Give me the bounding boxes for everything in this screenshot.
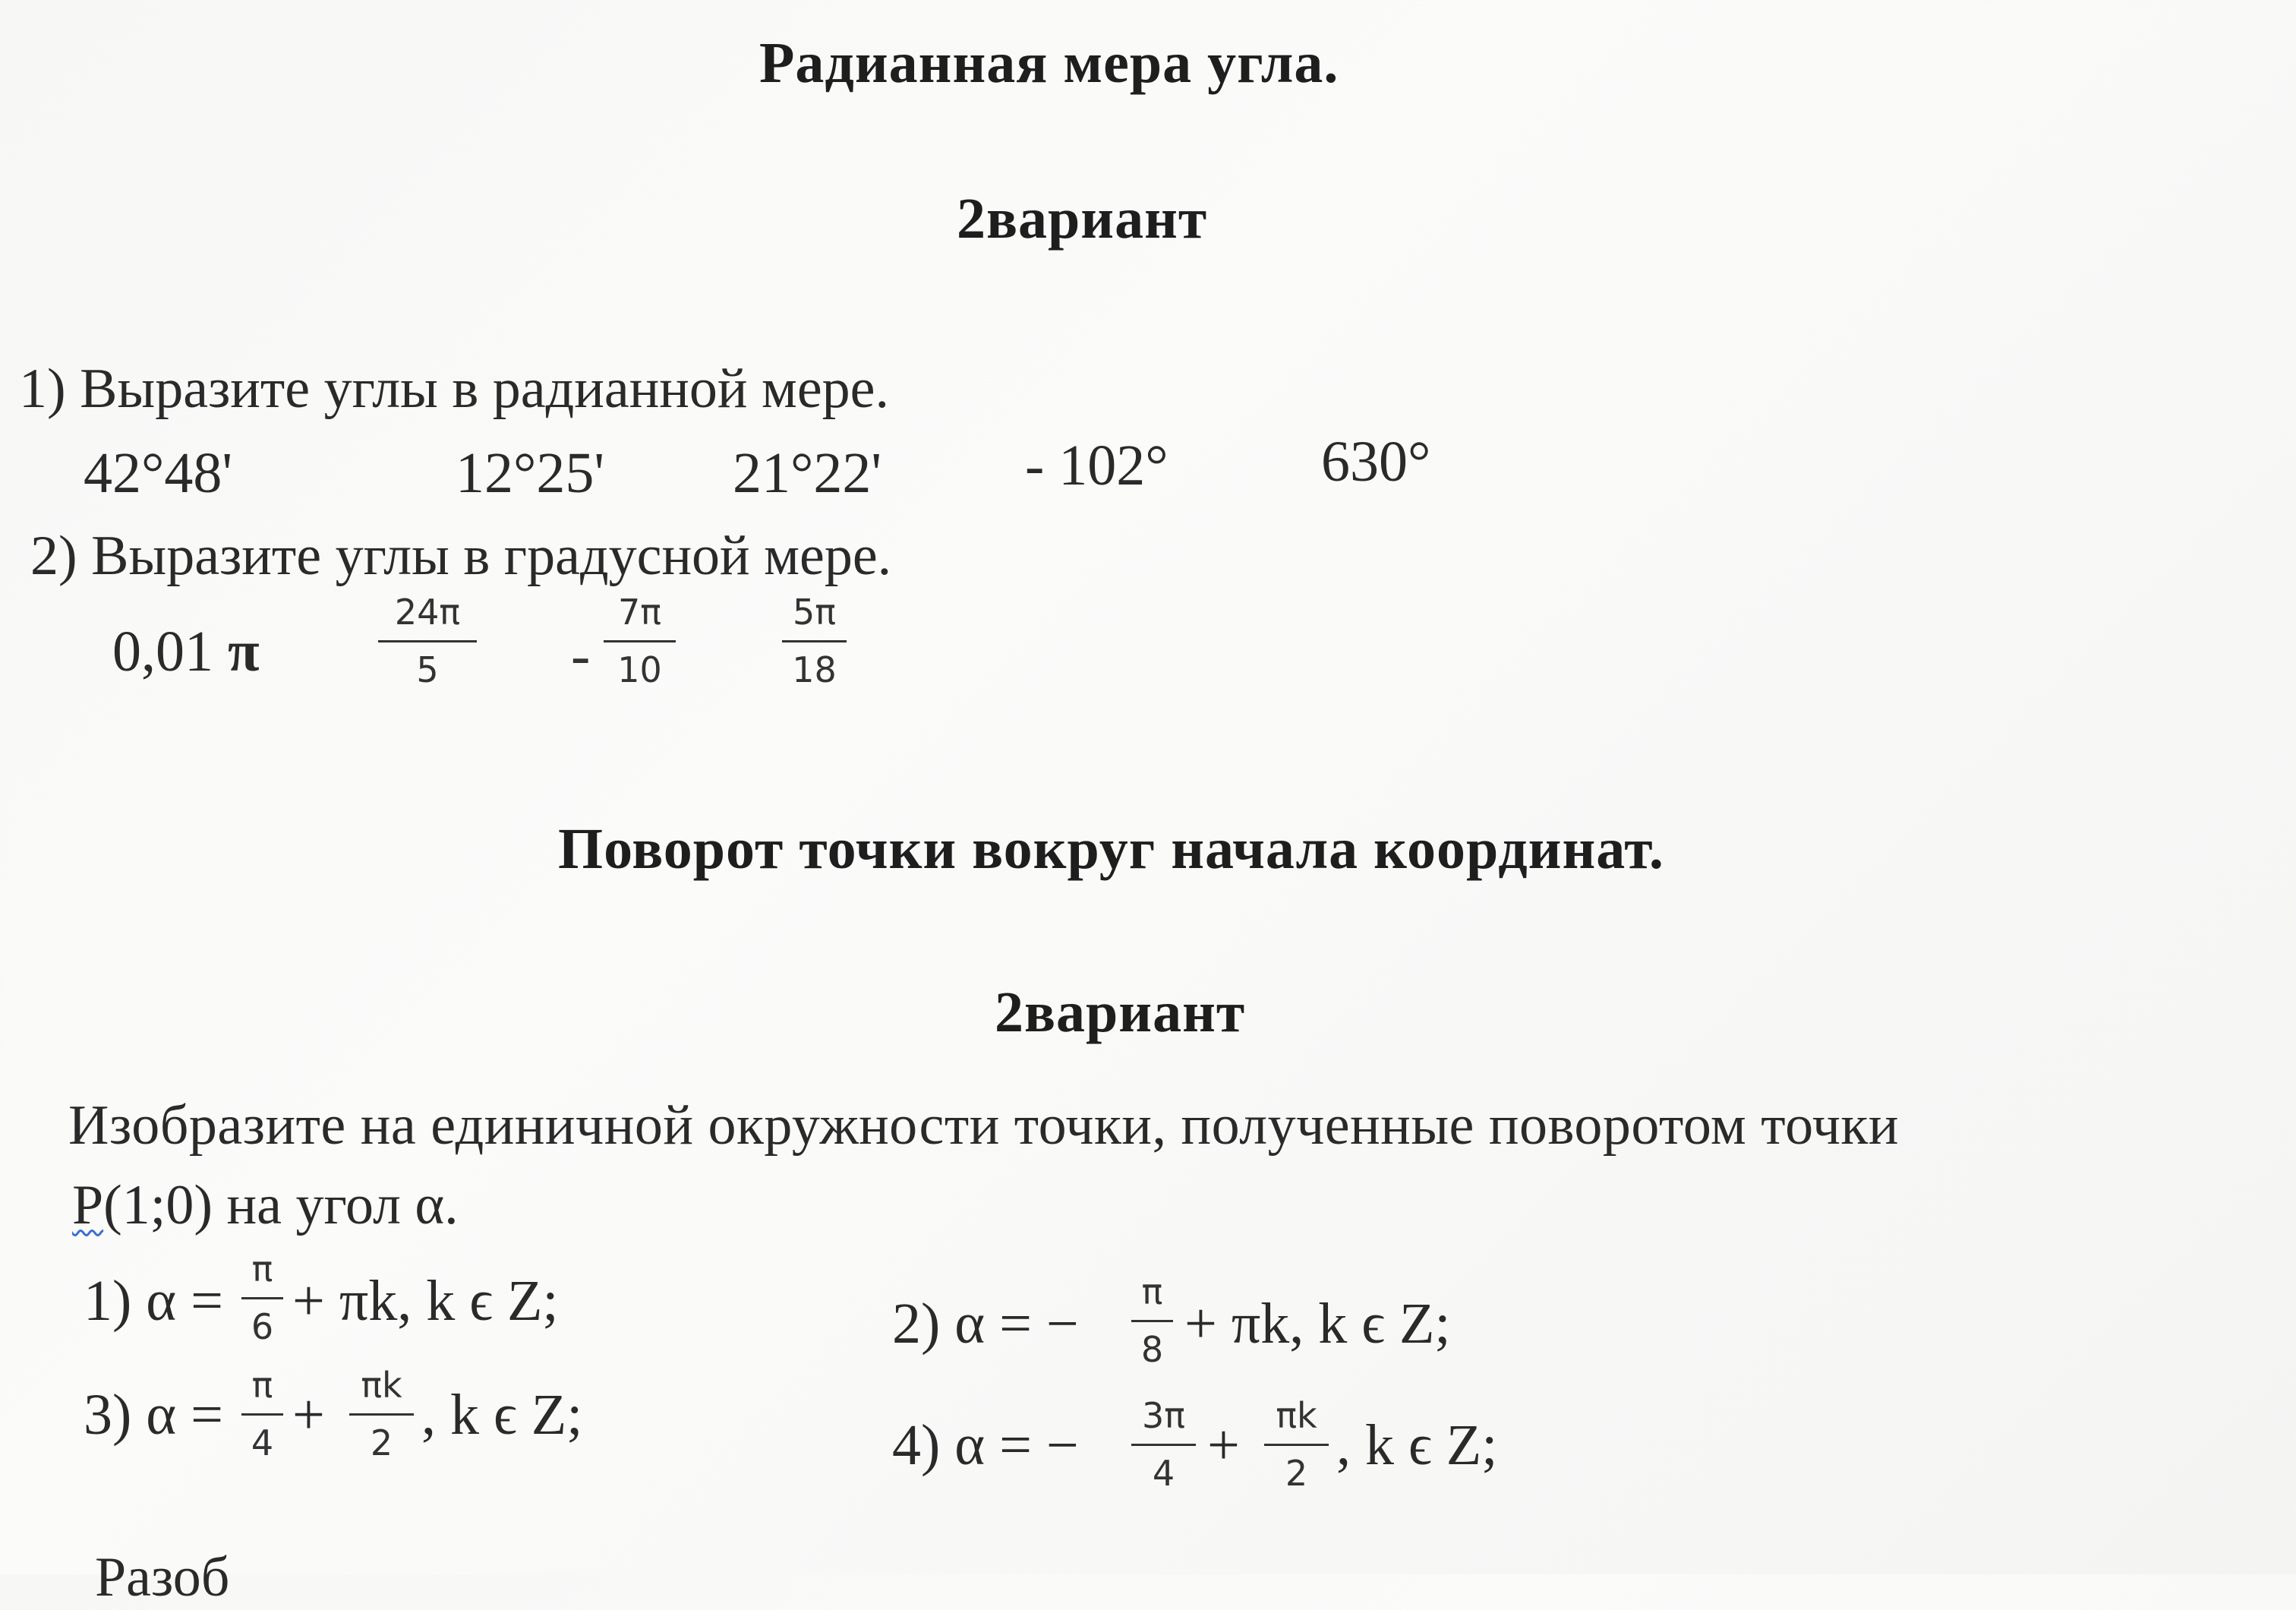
pi-symbol: π <box>228 620 260 683</box>
radian-value-1 <box>112 619 260 685</box>
cutoff-text: Разоб <box>95 1546 230 1608</box>
fraction-bar <box>1131 1320 1173 1322</box>
fraction-numerator: πk <box>361 1365 402 1406</box>
angle-value-5: 630° <box>1321 430 1431 494</box>
fraction-denominator: 8 <box>1140 1328 1164 1370</box>
task2-label: 2) Выразите углы в градусной мере. <box>30 525 892 587</box>
formula-2-rest: + πk, k ϵ Z; <box>1184 1292 1451 1356</box>
minus-sign: - <box>571 623 591 687</box>
fraction-denominator: 4 <box>1152 1452 1175 1494</box>
fraction-numerator: 3π <box>1142 1395 1185 1436</box>
section1-title: Радианная мера угла. <box>759 31 1339 95</box>
fraction-numerator: 7π <box>618 592 661 633</box>
fraction-bar <box>241 1413 283 1416</box>
fraction-numerator: πk <box>1276 1395 1317 1436</box>
formula-3-fraction-1 <box>241 1365 283 1463</box>
fraction-numerator: π <box>251 1249 273 1290</box>
section2-variant: 2вариант <box>995 980 1246 1044</box>
section1-variant: 2вариант <box>957 187 1208 251</box>
formula-4-rest: , k ϵ Z; <box>1336 1413 1498 1477</box>
formula-4-fraction-1 <box>1131 1396 1196 1494</box>
instruction-line-2-rest: (1;0) на угол α. <box>103 1174 459 1236</box>
fraction-numerator: π <box>1141 1271 1163 1312</box>
fraction-bar <box>604 640 676 642</box>
instruction-line-1: Изобразите на единичной окружности точки, полученные поворотом точки <box>68 1094 1899 1157</box>
fraction-denominator: 6 <box>251 1305 274 1347</box>
fraction-bar <box>782 640 847 642</box>
fraction-denominator: 18 <box>792 649 837 690</box>
fraction-numerator: π <box>251 1365 273 1406</box>
fraction-denominator: 10 <box>617 649 662 690</box>
radian-value-1-number: 0,01 <box>112 620 213 683</box>
angle-value-1: 42°48' <box>84 441 233 505</box>
formula-4-plus: + <box>1207 1413 1240 1477</box>
fraction-7pi-10 <box>604 592 676 690</box>
formula-1-fraction <box>241 1249 283 1347</box>
fraction-denominator: 5 <box>416 649 439 690</box>
formula-4-fraction-2 <box>1264 1396 1329 1494</box>
formula-3-plus: + <box>292 1383 325 1447</box>
fraction-bar <box>1264 1444 1329 1446</box>
task1-label: 1) Выразите углы в радианной мере. <box>19 358 890 420</box>
formula-3-rest: , k ϵ Z; <box>421 1383 583 1447</box>
fraction-5pi-18 <box>782 592 847 690</box>
fraction-denominator: 4 <box>251 1422 274 1463</box>
fraction-denominator: 2 <box>1285 1452 1308 1494</box>
formula-3-prefix: 3) α = <box>84 1383 223 1447</box>
angle-value-4: - 102° <box>1025 434 1168 497</box>
formula-1-prefix: 1) α = <box>84 1269 223 1333</box>
formula-3-fraction-2 <box>349 1365 414 1463</box>
fraction-bar <box>1131 1444 1196 1446</box>
fraction-bar <box>349 1413 414 1416</box>
fraction-bar <box>378 640 477 642</box>
formula-4-prefix: 4) α = − <box>892 1413 1079 1477</box>
fraction-denominator: 2 <box>370 1422 393 1463</box>
fraction-bar <box>241 1297 283 1299</box>
fraction-24pi-5 <box>378 592 477 690</box>
section2-title: Поворот точки вокруг начала координат. <box>558 817 1664 881</box>
formula-2-prefix: 2) α = − <box>892 1292 1079 1356</box>
fraction-numerator: 5π <box>793 592 836 633</box>
formula-1-rest: + πk, k ϵ Z; <box>292 1269 559 1333</box>
fraction-numerator: 24π <box>394 592 461 633</box>
angle-value-3: 21°22' <box>733 441 882 505</box>
instruction-line-2 <box>72 1173 459 1238</box>
point-p-label: P <box>72 1174 104 1236</box>
angle-value-2: 12°25' <box>456 441 605 505</box>
formula-2-fraction <box>1131 1272 1173 1370</box>
